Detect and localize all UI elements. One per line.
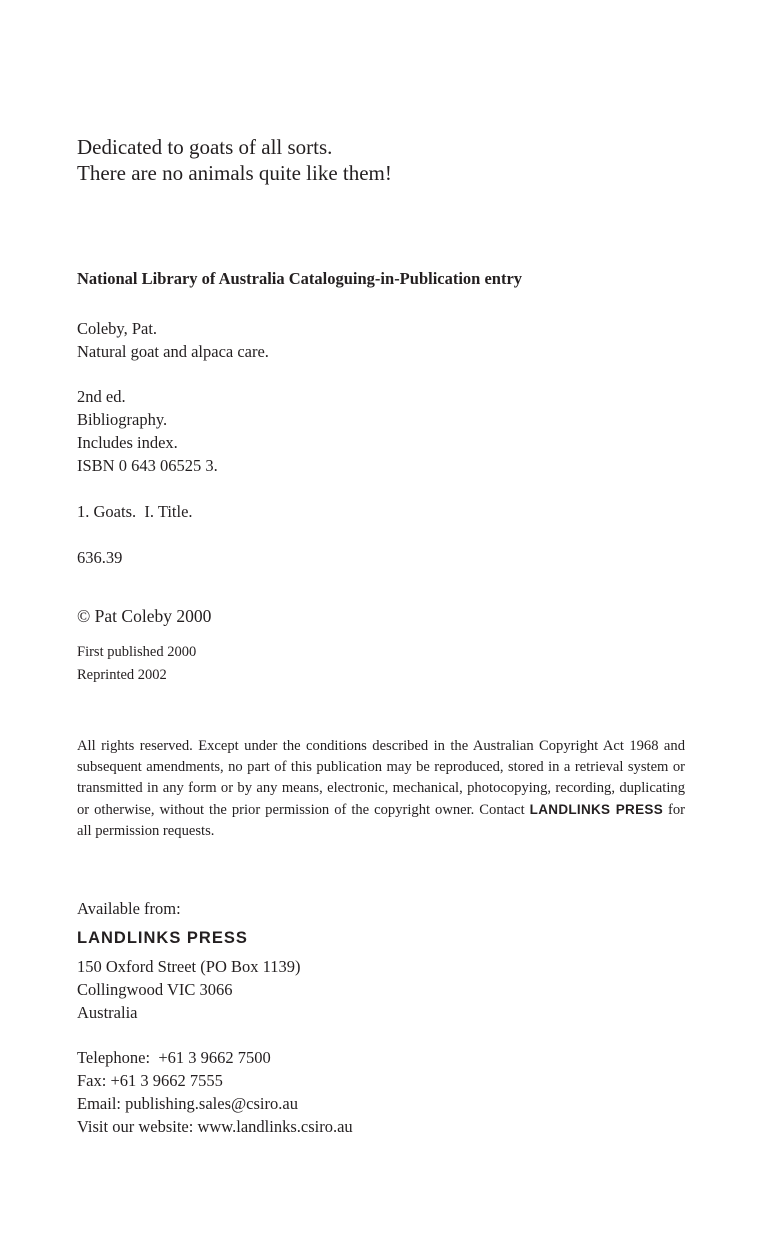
fax: Fax: +61 3 9662 7555 [77,1071,223,1090]
cip-heading: National Library of Australia Cataloguing-in-Publication entry [77,269,523,288]
cip-classification: 636.39 [77,548,123,567]
address-line-2: Collingwood VIC 3066 [77,980,233,999]
first-published: First published 2000 [77,644,197,660]
reprinted: Reprinted 2002 [77,667,167,683]
rights-press-name: LANDLINKS PRESS [529,802,664,817]
publisher-address [77,955,301,1024]
dedication-line-1: Dedicated to goats of all sorts. [77,135,333,159]
cip-details [77,385,218,477]
rights-text-after: for all permission requests. [77,802,686,839]
rights-statement [77,736,685,842]
publisher-contact [77,1046,353,1138]
copyright-notice: © Pat Coleby 2000 [77,606,212,626]
address-line-3: Australia [77,1003,138,1022]
cip-bibliography: Bibliography. [77,410,168,429]
cip-author-title [77,317,269,363]
cip-author: Coleby, Pat. [77,319,158,338]
cip-title: Natural goat and alpaca care. [77,342,269,361]
cip-index: Includes index. [77,433,178,452]
website: Visit our website: www.landlinks.csiro.au [77,1117,353,1136]
publisher-name: LANDLINKS PRESS [77,929,248,947]
dedication [77,134,392,186]
available-from-label: Available from: [77,899,181,918]
email: Email: publishing.sales@csiro.au [77,1094,298,1113]
telephone: Telephone: +61 3 9662 7500 [77,1048,271,1067]
cip-subjects: 1. Goats. I. Title. [77,502,193,521]
rights-text-before: All rights reserved. Except under the conditions described in the Australian Copyright Act 1968 and subsequent amendments, no part of this publication may be reproduced, stored in a retrieval system or transmitted in any form or by any means, electronic, mechanical, photocopying, recording, duplicating or otherwise, without the prior permission of the copyright owner. Contact [77,738,685,818]
cip-edition: 2nd ed. [77,387,126,406]
address-line-1: 150 Oxford Street (PO Box 1139) [77,957,301,976]
dedication-line-2: There are no animals quite like them! [77,161,392,185]
publication-history [77,641,196,687]
cip-isbn: ISBN 0 643 06525 3. [77,456,218,475]
